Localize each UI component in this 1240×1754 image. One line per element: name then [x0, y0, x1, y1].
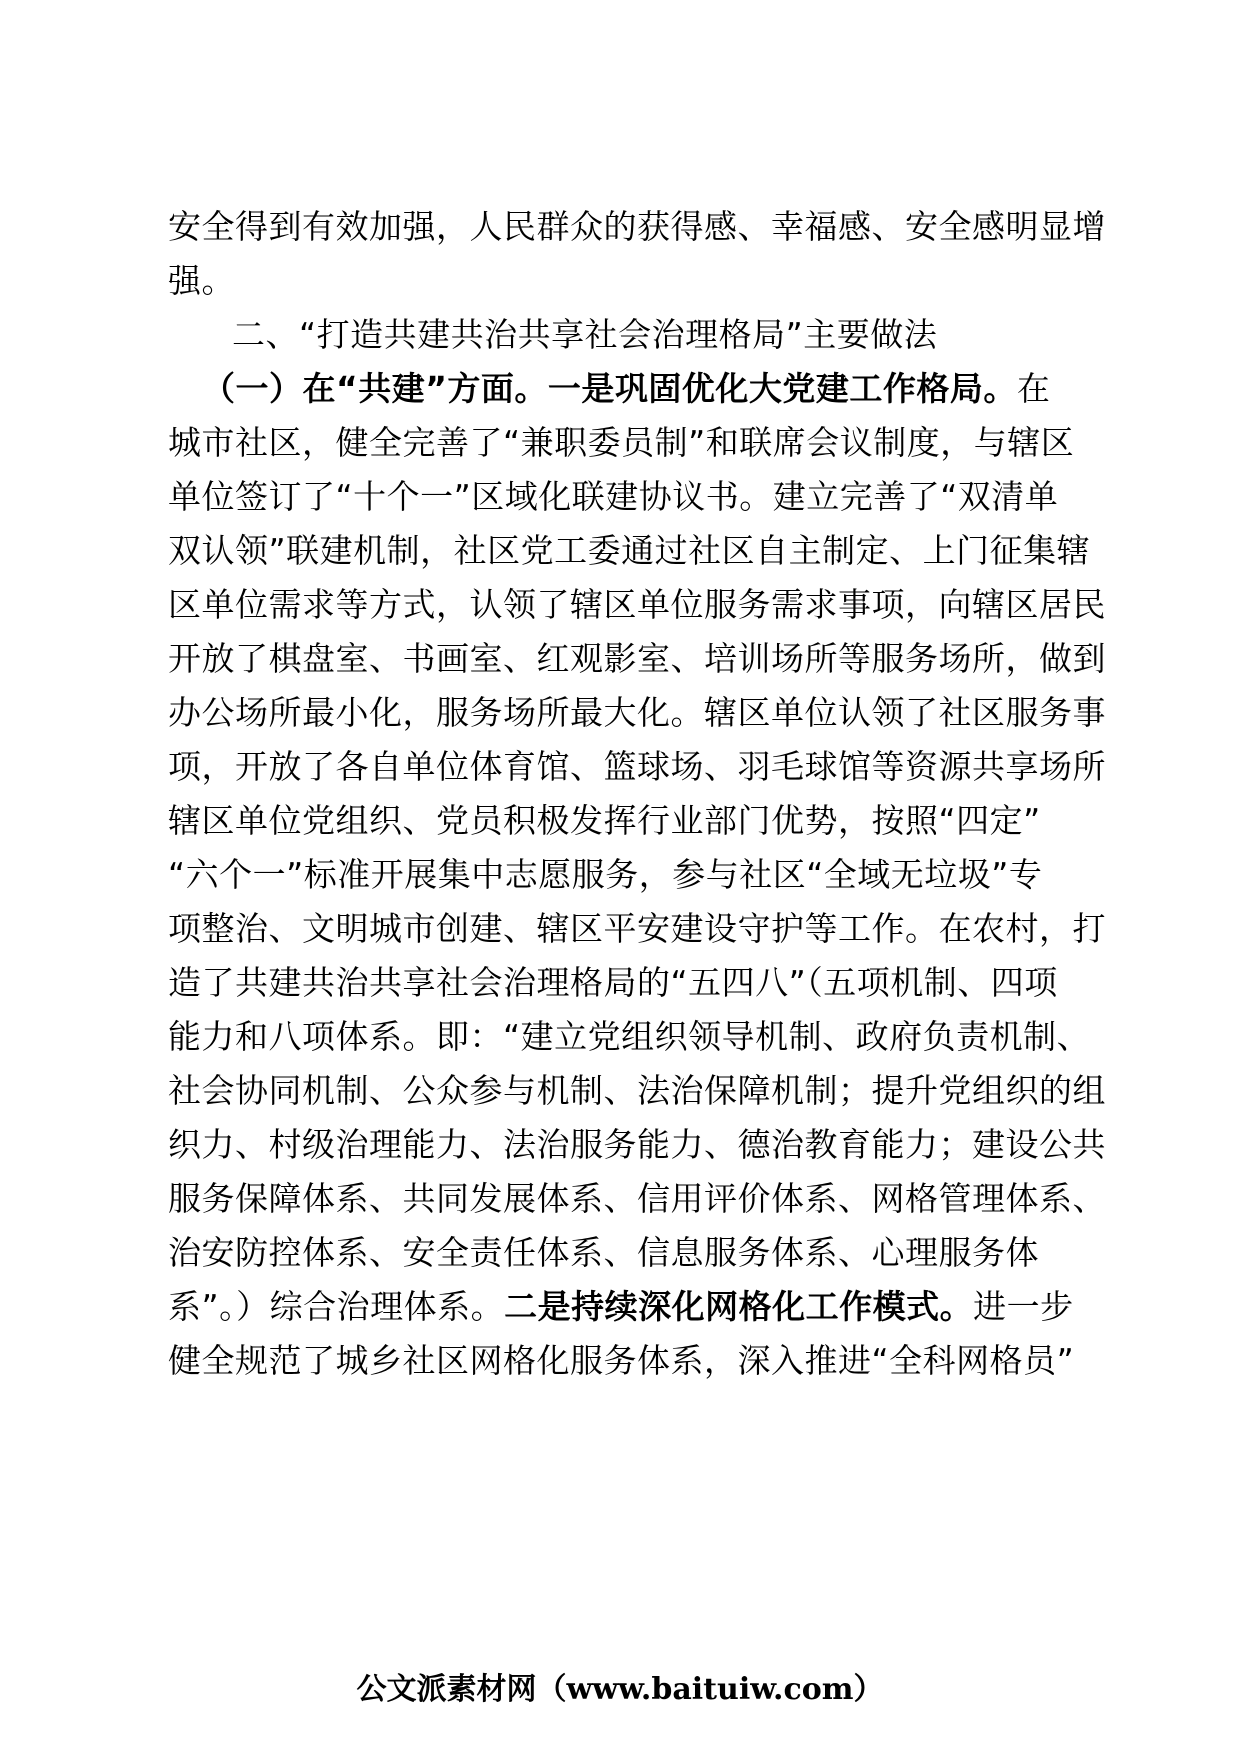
line-text: 强。: [168, 261, 235, 300]
line-text: 造了共建共治共享社会治理格局的“五四八”（五项机制、四项: [168, 963, 1058, 1002]
body-line: [168, 1120, 1128, 1170]
line-text: 能力和八项体系。即：“建立党组织领导机制、政府负责机制、: [168, 1017, 1091, 1056]
body-line: [168, 1336, 1128, 1386]
body-line: [168, 1012, 1128, 1062]
body-line: [168, 904, 1128, 954]
line-text: “六个一”标准开展集中志愿服务，参与社区“全域无垃圾”专: [168, 855, 1043, 894]
body-line: [168, 580, 1128, 630]
line-text: 进一步: [973, 1287, 1074, 1326]
body-line: [168, 256, 1128, 306]
subsection-heading: （一）在“共建”方面。一是巩固优化大党建工作格局。: [202, 369, 1017, 408]
line-text: 在: [1016, 369, 1051, 408]
line-text: 项，开放了各自单位体育馆、篮球场、羽毛球馆等资源共享场所: [168, 747, 1106, 786]
body-line: [168, 202, 1128, 252]
line-text: 健全规范了城乡社区网格化服务体系，深入推进“全科网格员”: [168, 1341, 1075, 1380]
body-line: [168, 472, 1128, 522]
line-text: 治安防控体系、安全责任体系、信息服务体系、心理服务体: [168, 1233, 1039, 1272]
line-text: 开放了棋盘室、书画室、红观影室、培训场所等服务场所，做到: [168, 639, 1106, 678]
line-text: 办公场所最小化，服务场所最大化。辖区单位认领了社区服务事: [168, 693, 1106, 732]
subsection-heading: 二是持续深化网格化工作模式。: [504, 1287, 974, 1326]
body-line: [168, 526, 1128, 576]
line-text: 织力、村级治理能力、法治服务能力、德治教育能力；建设公共: [168, 1125, 1106, 1164]
line-text: 辖区单位党组织、党员积极发挥行业部门优势，按照“四定”: [168, 801, 1041, 840]
body-line: [168, 1066, 1128, 1116]
line-text: 区单位需求等方式，认领了辖区单位服务需求事项，向辖区居民: [168, 585, 1106, 624]
line-text: 单位签订了“十个一”区域化联建协议书。建立完善了“双清单: [168, 477, 1059, 516]
body-line: [168, 688, 1128, 738]
body-line: [168, 958, 1128, 1008]
section-heading: [232, 310, 1192, 360]
line-text: 社会协同机制、公众参与机制、法治保障机制；提升党组织的组: [168, 1071, 1106, 1110]
line-text: 二、“打造共建共治共享社会治理格局”主要做法: [232, 315, 938, 354]
line-text: 服务保障体系、共同发展体系、信用评价体系、网格管理体系、: [168, 1179, 1106, 1218]
line-text: 城市社区，健全完善了“兼职委员制”和联席会议制度，与辖区: [168, 423, 1075, 462]
body-line: [168, 1174, 1128, 1224]
footer-watermark: 公文派素材网（www.baituiw.com）: [356, 1672, 884, 1707]
body-line: [168, 418, 1128, 468]
line-text: 双认领”联建机制，社区党工委通过社区自主制定、上门征集辖: [168, 531, 1091, 570]
line-text: 项整治、文明城市创建、辖区平安建设守护等工作。在农村，打: [168, 909, 1106, 948]
body-line: [202, 364, 1162, 414]
line-text: 系”。）综合治理体系。: [168, 1287, 505, 1326]
body-line: [168, 742, 1128, 792]
body-line: [168, 1282, 1128, 1332]
body-line: [168, 850, 1128, 900]
body-line: [168, 1228, 1128, 1278]
body-line: [168, 796, 1128, 846]
body-line: [168, 634, 1128, 684]
line-text: 安全得到有效加强，人民群众的获得感、幸福感、安全感明显增: [168, 207, 1106, 246]
